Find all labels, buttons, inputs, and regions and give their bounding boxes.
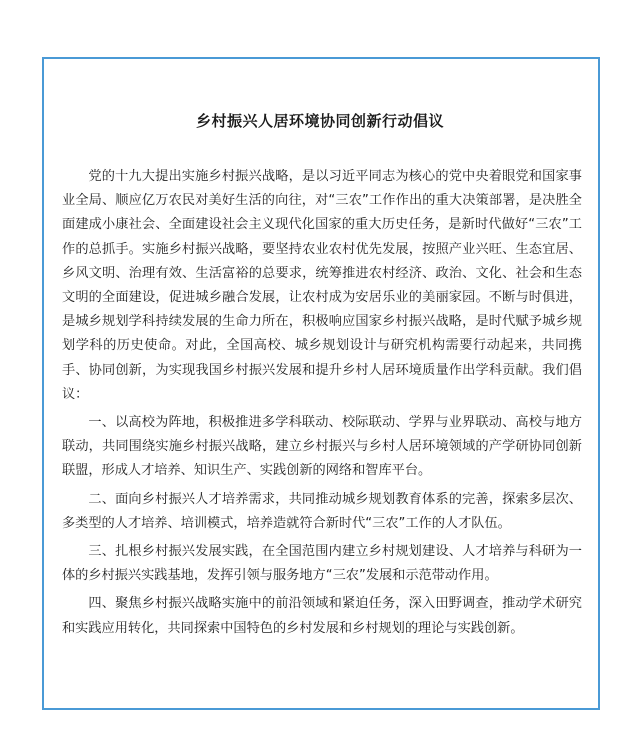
- document-body: [62, 165, 582, 645]
- document-title: 乡村振兴人居环境协同创新行动倡议: [195, 112, 444, 130]
- paragraph-initiative-3: 三、扎根乡村振兴发展实践，在全国范围内建立乡村规划建设、人才培养与科研为一体的乡村振兴实践基地，发挥引领与服务地方“三农”发展和示范带动作用。: [62, 544, 582, 584]
- paragraph-initiative-1: 一、以高校为阵地，积极推进多学科联动、校际联动、学界与业界联动、高校与地方联动，共同围绕实施乡村振兴战略，建立乡村振兴与乡村人居环境领域的产学研协同创新联盟，形成人才培养、知识生产、实践创新的网络和智库平台。: [62, 415, 582, 479]
- paragraph-initiative-4: 四、聚焦乡村振兴战略实施中的前沿领域和紧迫任务，深入田野调查，推动学术研究和实践应用转化，共同探索中国特色的乡村发展和乡村规划的理论与实践创新。: [62, 596, 582, 636]
- paragraph-initiative-2: 二、面向乡村振兴人才培养需求，共同推动城乡规划教育体系的完善，探索多层次、多类型的人才培养、培训模式，培养造就符合新时代“三农”工作的人才队伍。: [62, 491, 582, 531]
- paragraph-intro: 党的十九大提出实施乡村振兴战略，是以习近平同志为核心的党中央着眼党和国家事业全局、顺应亿万农民对美好生活的向往，对“三农”工作作出的重大决策部署，是决胜全面建成小康社会、全面建设社会主义现代化国家的重大历史任务，是新时代做好“三农”工作的总抓手。实施乡村振兴战略，要坚持农业农村优先发展，按照产业兴旺、生态宜居、乡风文明、治理有效、生活富裕的总要求，统筹推进农村经济、政治、文化、社会和生态文明的全面建设，促进城乡融合发展，让农村成为安居乐业的美丽家园。不断与时俱进，是城乡规划学科持续发展的生命力所在，积极响应国家乡村振兴战略，是时代赋予城乡规划学科的历史使命。对此，全国高校、城乡规划设计与研究机构需要行动起来，共同携手、协同创新，为实现我国乡村振兴发展和提升乡村人居环境质量作出学科贡献。我们倡议：: [62, 169, 582, 402]
